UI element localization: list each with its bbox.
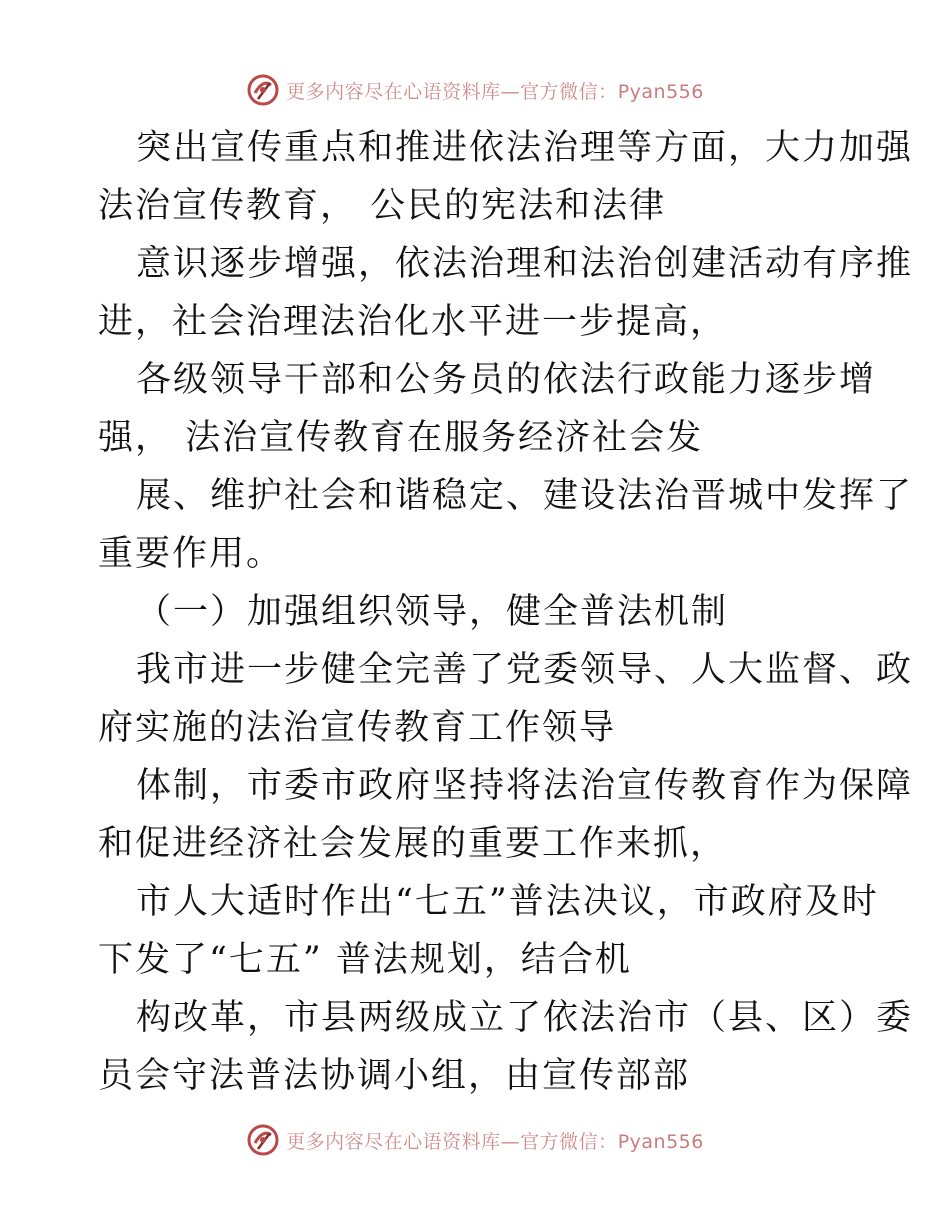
text-line: 法治宣传教育， 公民的宪法和法律 [98, 186, 667, 226]
watermark-text: 更多内容尽在心语资料库—官方微信：Pyan556 [286, 80, 704, 103]
text-line: 重要作用。 [98, 534, 284, 574]
text-line: 意识逐步增强，依法治理和法治创建活动有序推 [136, 244, 914, 284]
text-line: 进，社会治理法治化水平进一步提高， [98, 302, 728, 342]
text-line: 和促进经济社会发展的重要工作来抓， [98, 824, 728, 864]
text-line: 府实施的法治宣传教育工作领导 [98, 708, 617, 748]
logo-icon [246, 73, 280, 107]
text-line: 强， 法治宣传教育在服务经济社会发 [98, 418, 704, 458]
text-line: 市人大适时作出“七五”普法决议，市政府及时 [136, 882, 879, 922]
text-line: 下发了“七五” 普法规划，结合机 [98, 940, 632, 980]
section-heading: （一）加强组织领导，健全普法机制 [136, 592, 729, 632]
text-line: 体制，市委市政府坚持将法治宣传教育作为保障 [136, 766, 914, 806]
text-line: 展、维护社会和谐稳定、建设法治晋城中发挥了 [136, 476, 914, 516]
text-line: 各级领导干部和公务员的依法行政能力逐步增 [136, 360, 877, 400]
header-watermark [0, 70, 950, 110]
watermark-text: 更多内容尽在心语资料库—官方微信：Pyan556 [286, 1130, 704, 1153]
text-line: 员会守法普法协调小组，由宣传部部 [98, 1056, 691, 1096]
text-line: 构改革，市县两级成立了依法治市（县、区）委 [136, 998, 914, 1038]
footer-watermark [0, 1120, 950, 1160]
logo-icon [246, 1123, 280, 1157]
text-line: 我市进一步健全完善了党委领导、人大监督、政 [136, 650, 914, 690]
text-line: 突出宣传重点和推进依法治理等方面，大力加强 [136, 128, 914, 168]
